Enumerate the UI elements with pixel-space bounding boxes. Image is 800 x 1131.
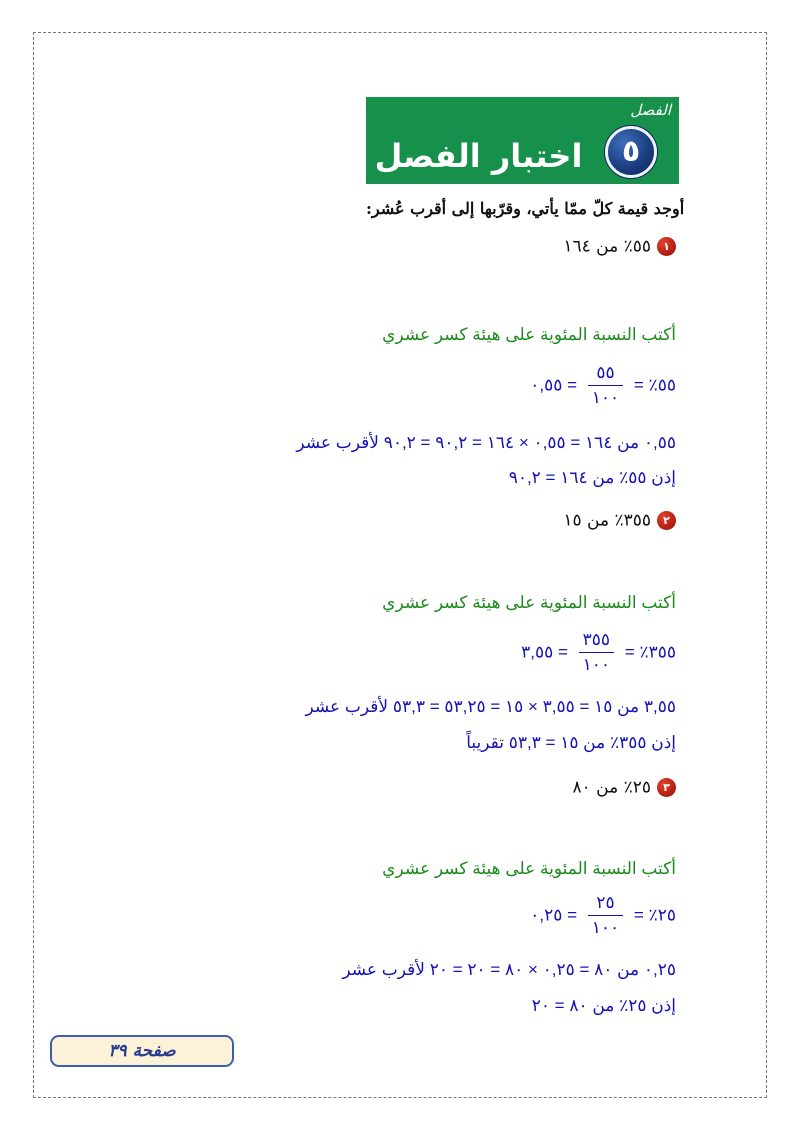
chapter-title: اختبار الفصل: [374, 137, 583, 175]
problem-1-step: أكتب النسبة المئوية على هيئة كسر عشري: [382, 325, 676, 344]
problem-3-equation: ٢٥٪ = $\frac{٢٥}{١٠٠}$ = ٠,٢٥: [530, 893, 676, 937]
problem-number-badge: ٢: [657, 511, 676, 530]
problem-3-question: [572, 777, 676, 798]
problem-1-equation: ٥٥٪ = $\frac{٥٥}{١٠٠}$ = ٠,٥٥: [530, 363, 676, 407]
problem-2-calc: ٣,٥٥ من ١٥ = ٣,٥٥ × ١٥ = ٥٣,٢٥ = ٥٣,٣ لأقرب عشر: [305, 697, 676, 716]
question-text: ٢٥٪ من ٨٠: [572, 777, 651, 798]
problem-2-question: [563, 510, 676, 531]
instruction-text: أوجد قيمة كلّ ممّا يأتي، وقرّبها إلى أقرب عُشر:: [366, 199, 685, 218]
chapter-label: الفصل: [630, 101, 671, 119]
problem-3-calc: ٠,٢٥ من ٨٠ = ٠,٢٥ × ٨٠ = ٢٠ = ٢٠ لأقرب عشر: [342, 960, 676, 979]
fraction-denominator: ١٠٠: [588, 385, 623, 408]
problem-1-question: [563, 236, 676, 257]
equation-decimal: ٣,٥٥: [521, 642, 554, 662]
problem-2-result: إذن ٣٥٥٪ من ١٥ = ٥٣,٣ تقريباً: [466, 733, 676, 752]
question-text: ٣٥٥٪ من ١٥: [563, 510, 651, 531]
problem-1-result: إذن ٥٥٪ من ١٦٤ = ٩٠,٢: [508, 468, 676, 487]
chapter-number: ٥: [621, 134, 641, 169]
problem-2-equation: ٣٥٥٪ = $\frac{٣٥٥}{١٠٠}$ = ٣,٥٥: [521, 630, 676, 674]
equation-fraction: [588, 893, 623, 938]
equation-percent: ٥٥٪: [648, 375, 676, 395]
problem-number-badge: ٣: [657, 778, 676, 797]
fraction-numerator: ٣٥٥: [582, 630, 611, 649]
page-border: [33, 32, 767, 1098]
equation-decimal: ٠,٥٥: [530, 375, 563, 395]
fraction-numerator: ٢٥: [596, 893, 615, 912]
equation-decimal: ٠,٢٥: [530, 905, 563, 925]
problem-1-calc: ٠,٥٥ من ١٦٤ = ٠,٥٥ × ١٦٤ = ٩٠,٢ = ٩٠,٢ لأقرب عشر: [296, 433, 676, 452]
page-number-box: [50, 1035, 234, 1067]
question-text: ٥٥٪ من ١٦٤: [563, 236, 651, 257]
chapter-number-badge: [605, 126, 657, 178]
page-number: صفحة ٣٩: [108, 1041, 176, 1061]
equation-fraction: [588, 363, 623, 408]
fraction-denominator: ١٠٠: [588, 915, 623, 938]
problem-number-badge: ١: [657, 237, 676, 256]
fraction-numerator: ٥٥: [596, 363, 615, 382]
equation-fraction: [579, 630, 614, 675]
equation-percent: ٢٥٪: [648, 905, 676, 925]
fraction-denominator: ١٠٠: [579, 652, 614, 675]
problem-2-step: أكتب النسبة المئوية على هيئة كسر عشري: [382, 593, 676, 612]
problem-3-step: أكتب النسبة المئوية على هيئة كسر عشري: [382, 859, 676, 878]
problem-3-result: إذن ٢٥٪ من ٨٠ = ٢٠: [531, 996, 676, 1015]
equation-percent: ٣٥٥٪: [639, 642, 676, 662]
chapter-banner: [366, 97, 679, 184]
